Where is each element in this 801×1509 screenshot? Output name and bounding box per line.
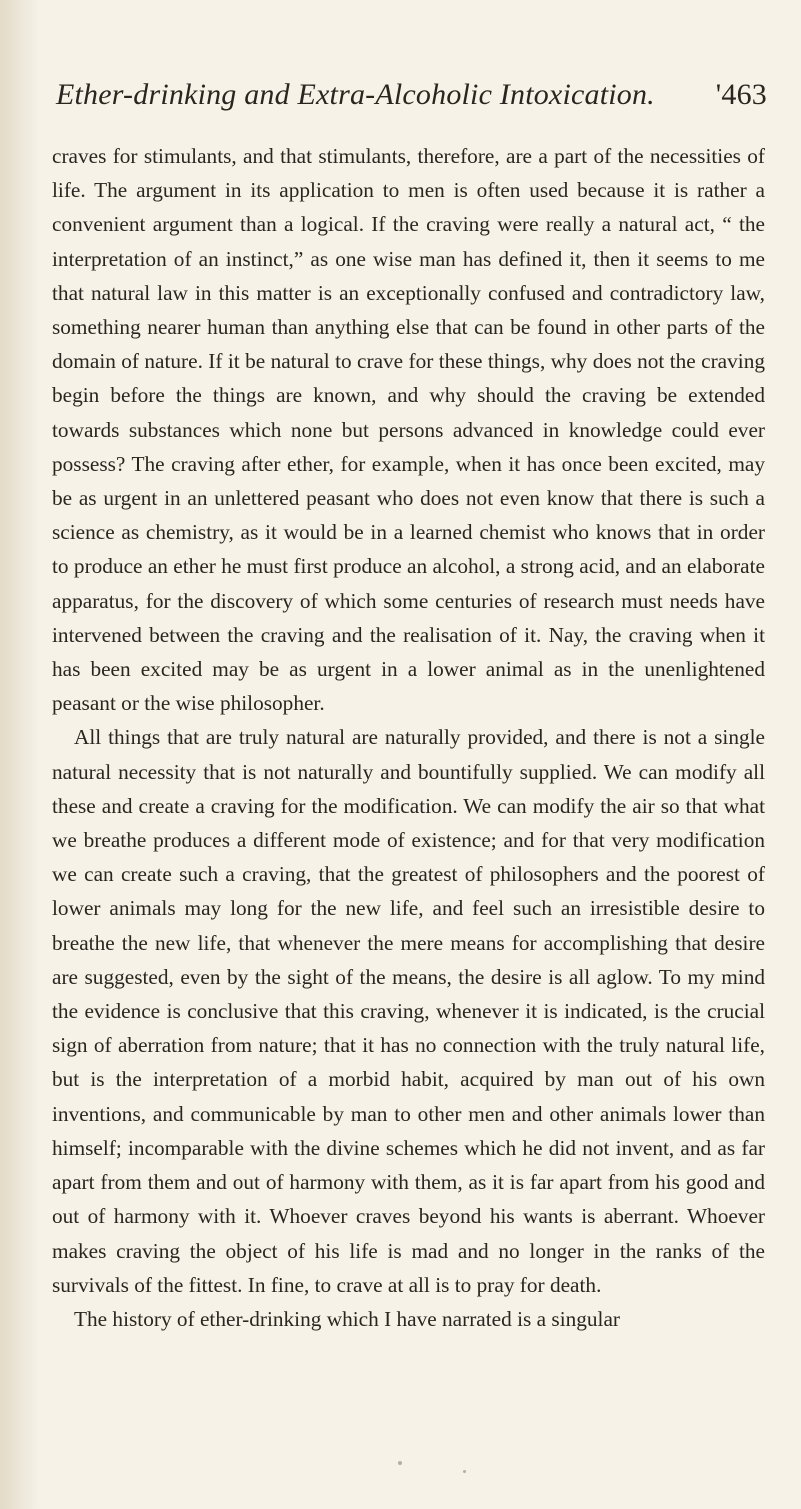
- page-number: '463: [715, 78, 767, 111]
- paper-speck: [398, 1461, 402, 1465]
- paragraph-3: The history of ether-drinking which I have narrated is a singular: [74, 1306, 621, 1331]
- paper-speck: [463, 1470, 466, 1473]
- running-header: [56, 78, 767, 122]
- paragraph-1: craves for stimulants, and that stimulants, therefore, are a part of the necessities of life. The argument in its application to men is often used because it is rather a convenient argument than a logical. If the craving were really a natural act, “ the interpretation of an instinct,” as one wise man has defined it, then it seems to me that natural law in this matter is an exceptionally confused and contradictory law, something nearer human than anything else that can be found in other parts of the domain of nature. If it be natural to crave for these things, why does not the craving begin before the things are known, and why should the craving be extended towards substances which none but persons advanced in knowledge could ever possess? The craving after ether, for example, when it has once been excited, may be as urgent in an unlettered peasant who does not even know that there is such a science as chemistry, as it would be in a learned chemist who knows that in order to produce an ether he must first produce an alcohol, a strong acid, and an elaborate apparatus, for the discovery of which some centuries of research must needs have intervened between the craving and the realisation of it. Nay, the craving when it has been excited may be as urgent in a lower animal as in the unenlightened peasant or the wise philosopher.: [52, 144, 765, 716]
- running-title: Ether-drinking and Extra-Alcoholic Intoxication.: [56, 78, 655, 111]
- paragraph-2: All things that are truly natural are naturally provided, and there is not a single natural necessity that is not naturally and bountifully supplied. We can modify all these and create a craving for the modification. We can modify the air so that what we breathe produces a different mode of existence; and for that very modification we can create such a craving, that the greatest of philosophers and the poorest of lower animals may long for the new life, and feel such an irresistible desire to breathe the new life, that whenever the mere means for accomplishing that desire are suggested, even by the sight of the means, the desire is all aglow. To my mind the evidence is conclusive that this craving, whenever it is indicated, is the crucial sign of aberration from nature; that it has no connection with the truly natural life, but is the interpretation of a morbid habit, acquired by man out of his own inventions, and communicable by man to other men and other animals lower than himself; incomparable with the divine schemes which he did not invent, and as far apart from them and out of harmony with them, as it is far apart from his good and out of harmony with it. Whoever craves beyond his wants is aberrant. Whoever makes craving the object of his life is mad and no longer in the ranks of the survivals of the fittest. In fine, to crave at all is to pray for death.: [52, 725, 765, 1297]
- body-text: [52, 139, 765, 1336]
